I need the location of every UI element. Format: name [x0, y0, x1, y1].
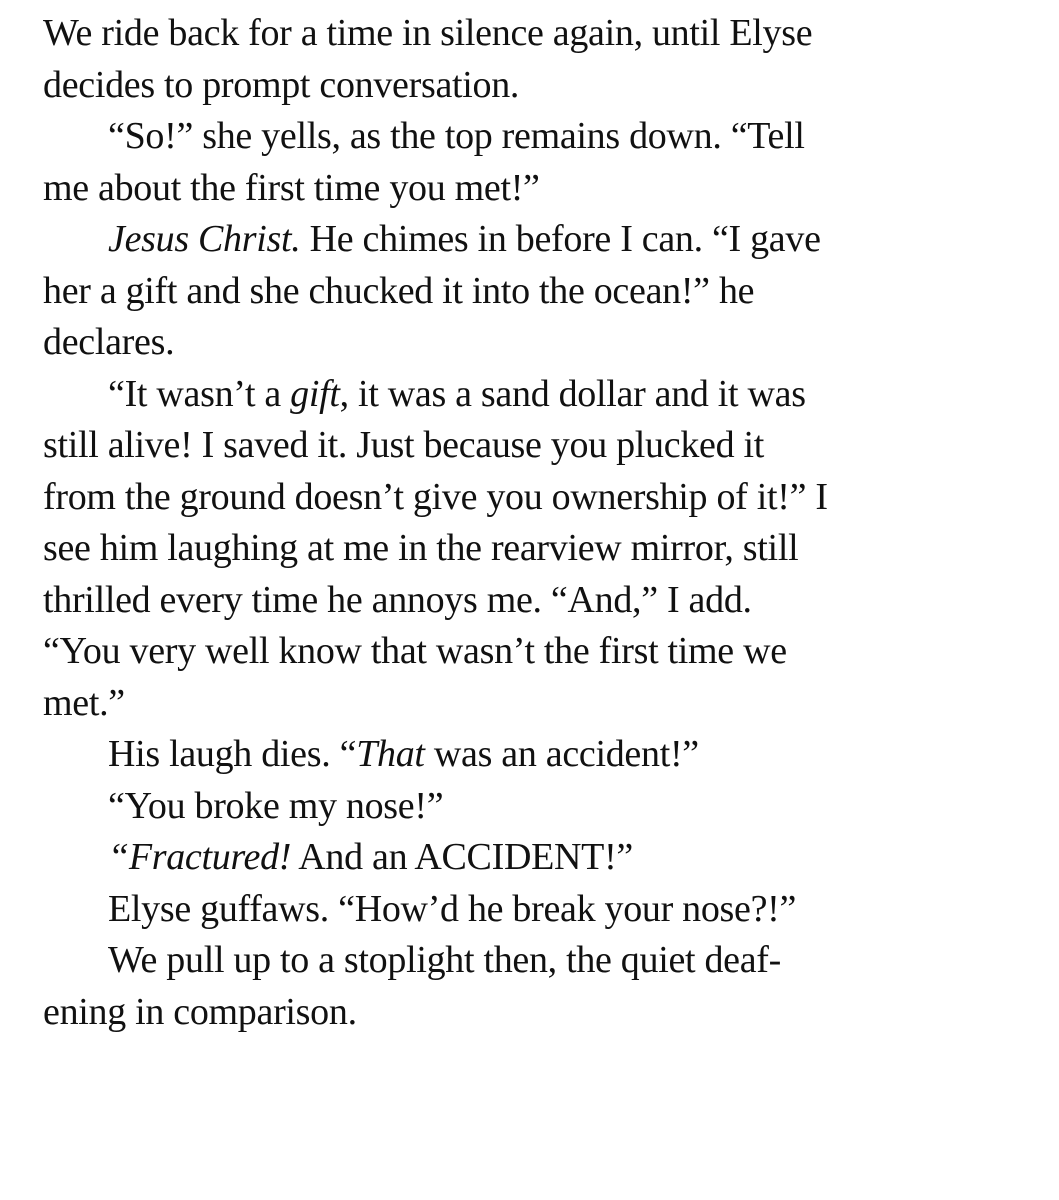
- text-line-19: [43, 935, 1033, 987]
- italic-text-segment: gift: [290, 372, 340, 415]
- text-segment: met.”: [43, 681, 125, 724]
- text-line-4: [43, 163, 1033, 215]
- text-segment: ening in comparison.: [43, 990, 357, 1033]
- text-segment: “You very well know that wasn’t the first time we: [43, 630, 787, 672]
- text-segment: thrilled every time he annoys me. “And,” I add.: [43, 578, 752, 621]
- text-line-6: [43, 266, 1033, 318]
- text-segment: And an ACCIDENT!”: [291, 836, 633, 878]
- text-line-12: [43, 575, 1033, 627]
- text-segment: We ride back for a time in silence again, until Elyse: [43, 12, 813, 54]
- book-page-text: [43, 8, 1033, 1038]
- text-line-20: [43, 987, 1033, 1039]
- text-line-11: [43, 523, 1033, 575]
- text-segment: We pull up to a stoplight then, the quiet deaf-: [108, 939, 782, 981]
- text-segment: “You broke my nose!”: [108, 784, 444, 827]
- text-segment: declares.: [43, 321, 175, 363]
- text-segment: His laugh dies. “: [108, 733, 357, 775]
- text-segment: see him laughing at me in the rearview mirror, still: [43, 527, 799, 569]
- text-line-13: [43, 626, 1033, 678]
- text-line-17: [43, 832, 1033, 884]
- text-line-7: [43, 317, 1033, 369]
- text-line-2: [43, 60, 1033, 112]
- text-line-1: [43, 8, 1033, 60]
- text-segment: He chimes in before I can. “I gave: [300, 218, 821, 260]
- italic-text-segment: “Fractured!: [108, 836, 292, 878]
- italic-text-segment: That: [356, 733, 425, 775]
- text-segment: Elyse guffaws. “How’d he break your nose?!”: [108, 887, 797, 930]
- text-segment: was an accident!”: [424, 733, 699, 775]
- text-line-5: [43, 214, 1033, 266]
- text-line-10: [43, 472, 1033, 524]
- text-segment: “So!” she yells, as the top remains down. “Tell: [108, 115, 805, 157]
- italic-text-segment: Jesus Christ.: [108, 218, 301, 260]
- text-segment: still alive! I saved it. Just because you plucked it: [43, 424, 765, 466]
- text-segment: , it was a sand dollar and it was: [339, 372, 806, 415]
- text-segment: decides to prompt conversation.: [43, 63, 520, 106]
- text-line-16: [43, 781, 1033, 833]
- text-segment: from the ground doesn’t give you ownership of it!” I: [43, 475, 828, 518]
- text-line-8: [43, 369, 1033, 421]
- text-line-9: [43, 420, 1033, 472]
- text-line-14: [43, 678, 1033, 730]
- text-segment: “It wasn’t a: [108, 372, 291, 415]
- text-line-15: [43, 729, 1033, 781]
- text-segment: me about the first time you met!”: [43, 166, 540, 209]
- text-line-3: [43, 111, 1033, 163]
- text-segment: her a gift and she chucked it into the ocean!” he: [43, 269, 755, 312]
- text-line-18: [43, 884, 1033, 936]
